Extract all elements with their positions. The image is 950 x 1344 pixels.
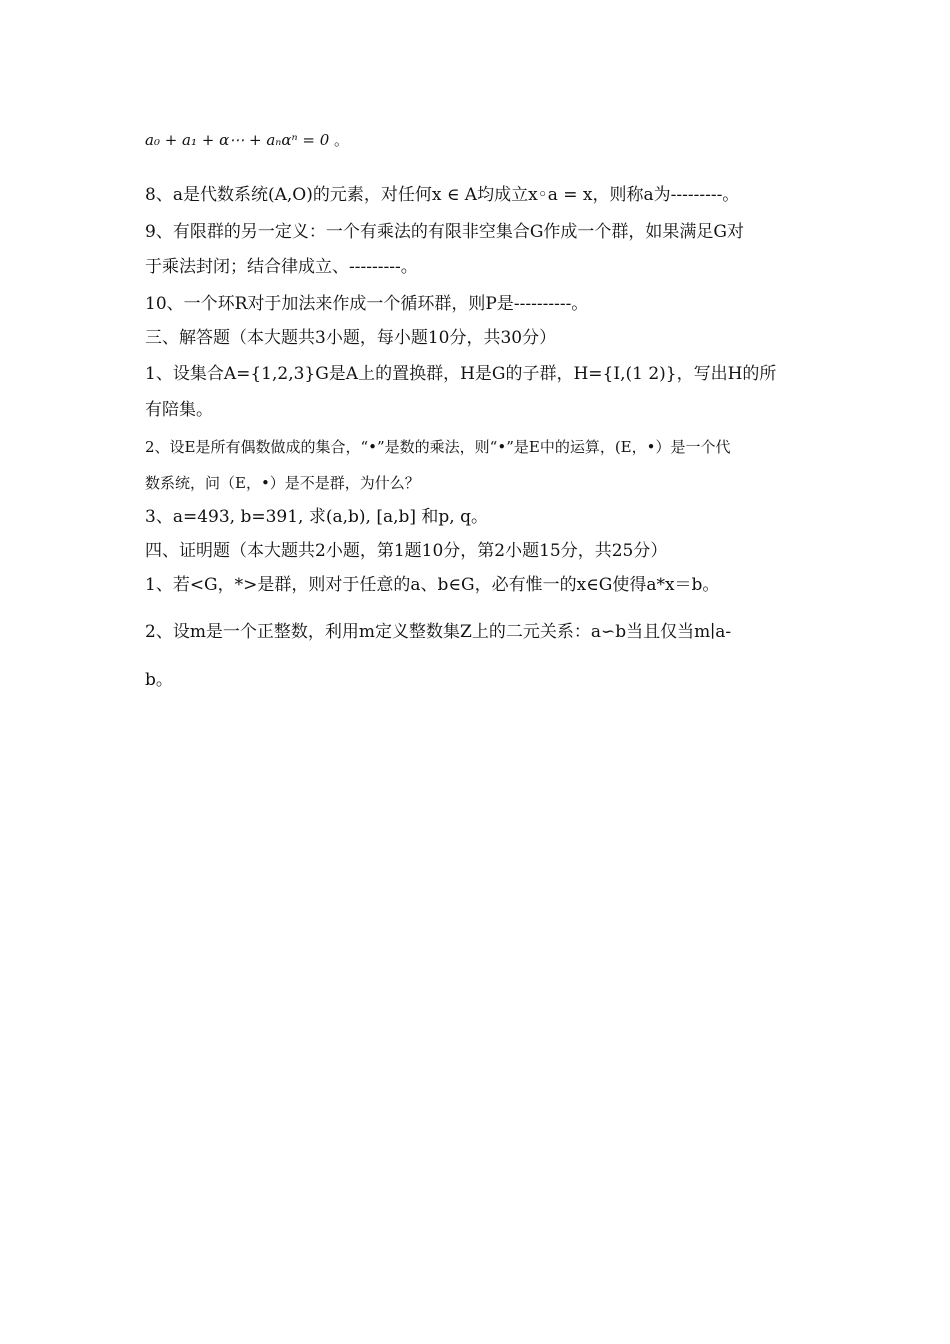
problem-3-2-line-2: 数系统，问（E，•）是不是群，为什么？ [145, 474, 420, 492]
proof-4-2-line-2: b。 [145, 670, 173, 690]
question-8: 8、a是代数系统(A,O)的元素，对任何x ∈ A均成立x◦a = x，则称a为---------。 [145, 185, 740, 205]
formula-end-mark: 。 [334, 131, 350, 149]
section-3-heading: 三、解答题（本大题共3小题，每小题10分，共30分） [145, 328, 557, 348]
question-9-line-2: 于乘法封闭；结合律成立、---------。 [145, 257, 418, 277]
problem-3-1-line-1: 1、设集合A={1,2,3}G是A上的置换群，H是G的子群，H={I,(1 2)}，写出H的所 [145, 364, 777, 384]
question-10: 10、一个环R对于加法来作成一个循环群，则P是----------。 [145, 294, 589, 314]
polynomial-formula [145, 128, 349, 152]
proof-4-1: 1、若<G，*>是群，则对于任意的a、b∈G，必有惟一的x∈G使得a*x＝b。 [145, 575, 720, 595]
formula-text: a₀ + a₁ + α⋯ + aₙαⁿ = 0 [145, 131, 330, 149]
problem-3-3: 3、a=493, b=391, 求(a,b), [a,b] 和p, q。 [145, 507, 488, 527]
section-4-heading: 四、证明题（本大题共2小题，第1题10分，第2小题15分，共25分） [145, 541, 668, 561]
problem-3-2-line-1: 2、设E是所有偶数做成的集合，“•”是数的乘法，则“•”是E中的运算，(E，•）是一个代 [145, 438, 731, 456]
problem-3-1-line-2: 有陪集。 [145, 400, 213, 420]
proof-4-2-line-1: 2、设m是一个正整数，利用m定义整数集Z上的二元关系：a∽b当且仅当m∣a- [145, 622, 732, 642]
question-9-line-1: 9、有限群的另一定义：一个有乘法的有限非空集合G作成一个群，如果满足G对 [145, 222, 744, 242]
